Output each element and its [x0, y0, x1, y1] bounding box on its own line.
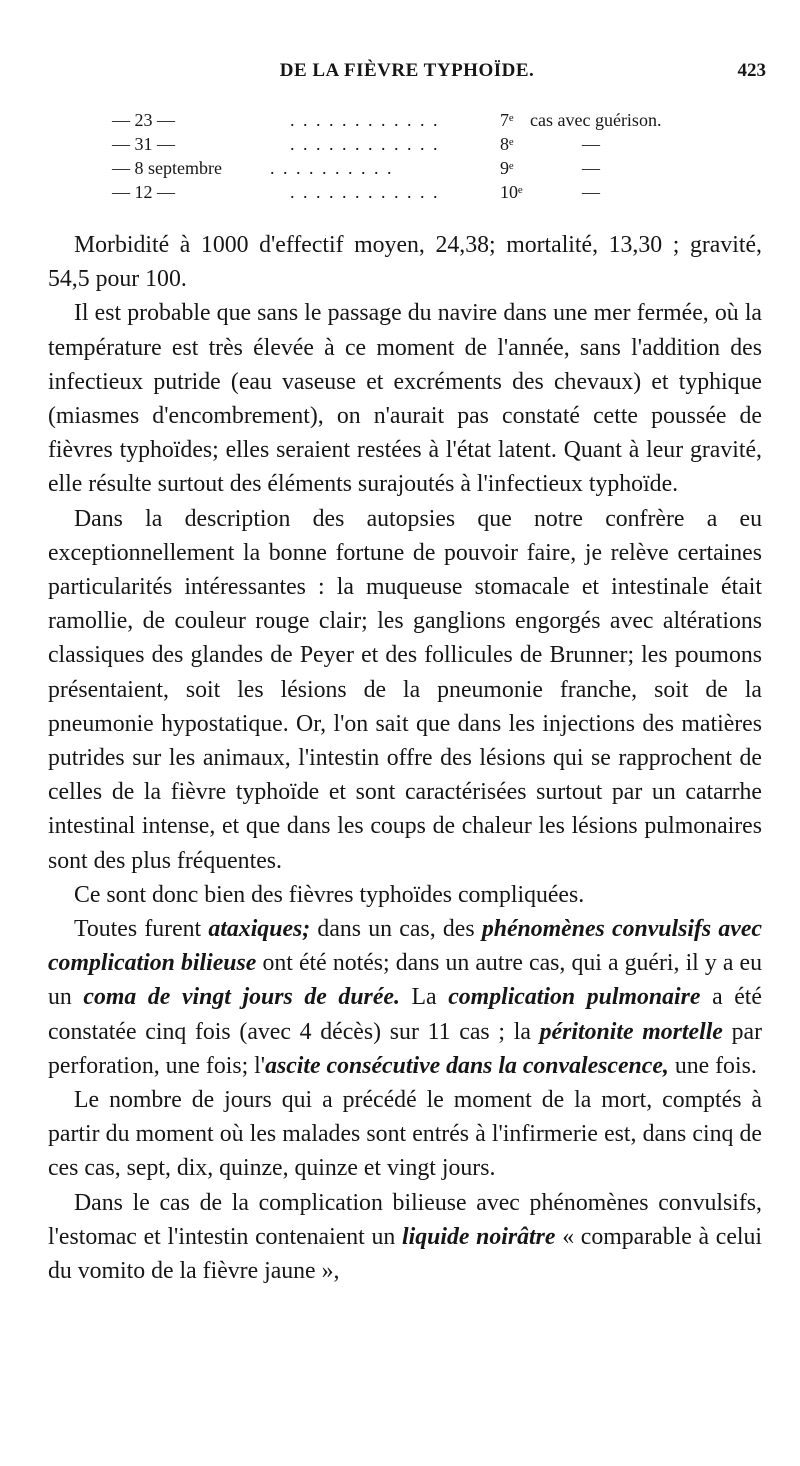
- row-date: — 31 —: [112, 134, 175, 154]
- ditto-dash: —: [582, 158, 600, 178]
- leader-dots: . . . . . . . . . . . .: [290, 110, 440, 130]
- row-date: — 12 —: [112, 182, 175, 202]
- text-run: ont été notés; dans un autre cas, qui a guéri, il y a eu un: [48, 950, 763, 1011]
- italic-run: coma de vingt jours de durée.: [83, 984, 400, 1011]
- case-table: [112, 108, 732, 204]
- case-number: 8ᵉ: [500, 134, 514, 154]
- leader-dots: . . . . . . . . . . . .: [290, 134, 440, 154]
- paragraph-conclusion: Ce sont donc bien des fièvres typhoïdes compliquées.: [74, 881, 585, 908]
- paragraph-statistics: Morbidité à 1000 d'effectif moyen, 24,38; mortalité, 13,30 ; gravité, 54,5 pour 100.: [48, 232, 762, 293]
- page-header: [48, 60, 766, 100]
- ditto-dash: —: [582, 134, 600, 154]
- text-run: par perforation, une fois; l': [48, 1018, 762, 1079]
- text-run: a été constatée cinq fois (avec 4 décès) sur 11 cas ; la: [48, 984, 762, 1045]
- text-run: Toutes furent: [74, 916, 209, 943]
- text-run: dans un cas, des: [310, 916, 482, 943]
- case-number: 9ᵉ: [500, 158, 514, 178]
- row-date: — 8 septembre: [112, 158, 222, 178]
- paragraph-bilious-case: [48, 1186, 762, 1289]
- table-row: [112, 108, 732, 132]
- body-text: [48, 228, 762, 1288]
- italic-run: complication pulmonaire: [448, 984, 701, 1011]
- table-row: [112, 132, 732, 156]
- running-title: DE LA FIÈVRE TYPHOÏDE.: [279, 60, 535, 81]
- italic-run: phénomènes convulsifs avec complication bilieuse: [48, 916, 762, 977]
- case-label: cas avec guérison.: [530, 110, 662, 130]
- italic-run: péritonite mortelle: [539, 1018, 723, 1045]
- table-row: [112, 156, 732, 180]
- leader-dots: . . . . . . . . . .: [270, 158, 394, 178]
- italic-run: ascite consécutive dans la convalescence,: [265, 1052, 669, 1079]
- text-run: « comparable à celui du vomito de la fièvre jaune »,: [48, 1223, 762, 1285]
- paragraph-complications: [48, 912, 762, 1083]
- ditto-dash: —: [582, 182, 600, 202]
- paragraph-causes: Il est probable que sans le passage du navire dans une mer fermée, où la température est très élevée à ce moment de l'année, sans l'addition des infectieux putride (eau vaseuse et excréments des chevaux) et typhique (miasmes d'encombrement), on n'aurait pas constaté cette poussée de fièvres typhoïdes; elles seraient restées à l'état latent. Quant à leur gravité, elle résulte surtout des éléments surajoutés à l'infectieux typhoïde.: [48, 300, 762, 498]
- row-date: — 23 —: [112, 110, 175, 130]
- text-run: une fois.: [668, 1052, 757, 1079]
- table-row: [112, 180, 732, 204]
- paragraph-days-before-death: Le nombre de jours qui a précédé le moment de la mort, comptés à partir du moment où les malades sont entrés à l'infirmerie est, dans cinq de ces cas, sept, dix, quinze, quinze et vingt jours.: [48, 1087, 762, 1182]
- italic-run: liquide noirâtre: [402, 1223, 556, 1250]
- text-run: Dans le cas de la complication bilieuse avec phénomènes convulsifs, l'estomac et l'intestin contenaient un: [48, 1189, 762, 1250]
- paragraph-autopsies: Dans la description des autopsies que notre confrère a eu exceptionnellement la bonne fortune de pouvoir faire, je relève certaines particularités intéressantes : la muqueuse stomacale et intestinale était ramollie, de couleur rouge clair; les ganglions engorgés avec altérations classiques des glandes de Peyer et des follicules de Brunner; les poumons présentaient, soit les lésions de la pneumonie franche, soit de la pneumonie hypostatique. Or, l'on sait que dans les injections des matières putrides sur les animaux, l'intestin offre des lésions qui se rapprochent de celles de la fièvre typhoïde et sont caractérisées surtout par un catarrhe intestinal intense, et que dans les coups de chaleur les lésions pulmonaires sont des plus fréquentes.: [48, 505, 762, 874]
- case-number: 10ᵉ: [500, 182, 523, 202]
- leader-dots: . . . . . . . . . . . .: [290, 182, 440, 202]
- case-number: 7ᵉ: [500, 110, 514, 130]
- italic-run: ataxiques;: [208, 916, 311, 943]
- page-number: 423: [737, 60, 766, 81]
- text-run: La: [399, 984, 449, 1011]
